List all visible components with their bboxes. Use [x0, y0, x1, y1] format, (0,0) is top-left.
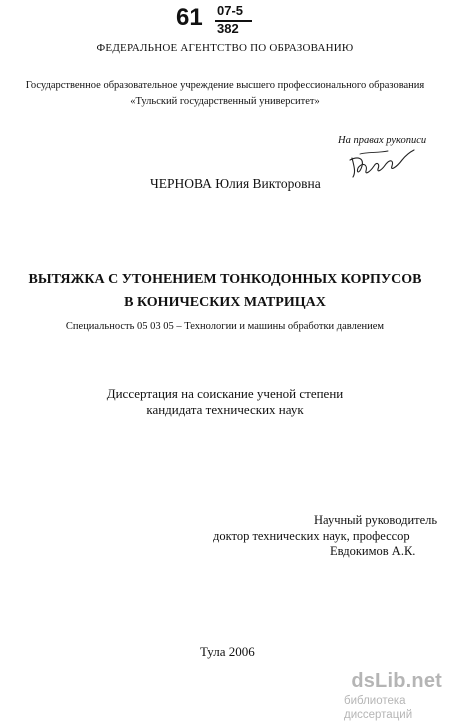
- place-year: Тула 2006: [200, 644, 255, 659]
- degree-statement-line-1: Диссертация на соискание ученой степени: [106, 386, 344, 401]
- specialty-line: Специальность 05 03 05 – Технологии и машины обработки давлением: [65, 321, 385, 332]
- institution-line-1: Государственное образовательное учреждение высшего профессионального образования: [25, 80, 425, 91]
- supervisor-degree: доктор технических наук, профессор: [213, 529, 410, 543]
- rights-label: На правах рукописи: [338, 135, 427, 146]
- watermark: [344, 670, 448, 721]
- agency-heading: ФЕДЕРАЛЬНОЕ АГЕНТСТВО ПО ОБРАЗОВАНИЮ: [96, 42, 354, 54]
- supervisor-role: Научный руководитель: [314, 513, 438, 527]
- shelf-code-bottom: 382: [217, 21, 239, 36]
- handwritten-signature: [344, 146, 416, 180]
- watermark-subtitle: библиотека диссертаций: [344, 695, 413, 721]
- dissertation-title-line-2: В КОНИЧЕСКИХ МАТРИЦАХ: [124, 295, 326, 310]
- shelf-code-main: 61: [176, 4, 203, 31]
- dissertation-title-line-1: ВЫТЯЖКА С УТОНЕНИЕМ ТОНКОДОННЫХ КОРПУСОВ: [28, 272, 422, 287]
- degree-statement-line-2: кандидата технических наук: [146, 402, 304, 417]
- shelf-code-top: 07-5: [217, 3, 244, 18]
- shelf-code: [176, 4, 296, 38]
- watermark-logo: dsLib.net: [351, 670, 442, 692]
- supervisor-name: Евдокимов А.К.: [330, 544, 416, 558]
- institution-line-2: «Тульский государственный университет»: [130, 96, 320, 107]
- author-name: ЧЕРНОВА Юлия Викторовна: [150, 176, 321, 191]
